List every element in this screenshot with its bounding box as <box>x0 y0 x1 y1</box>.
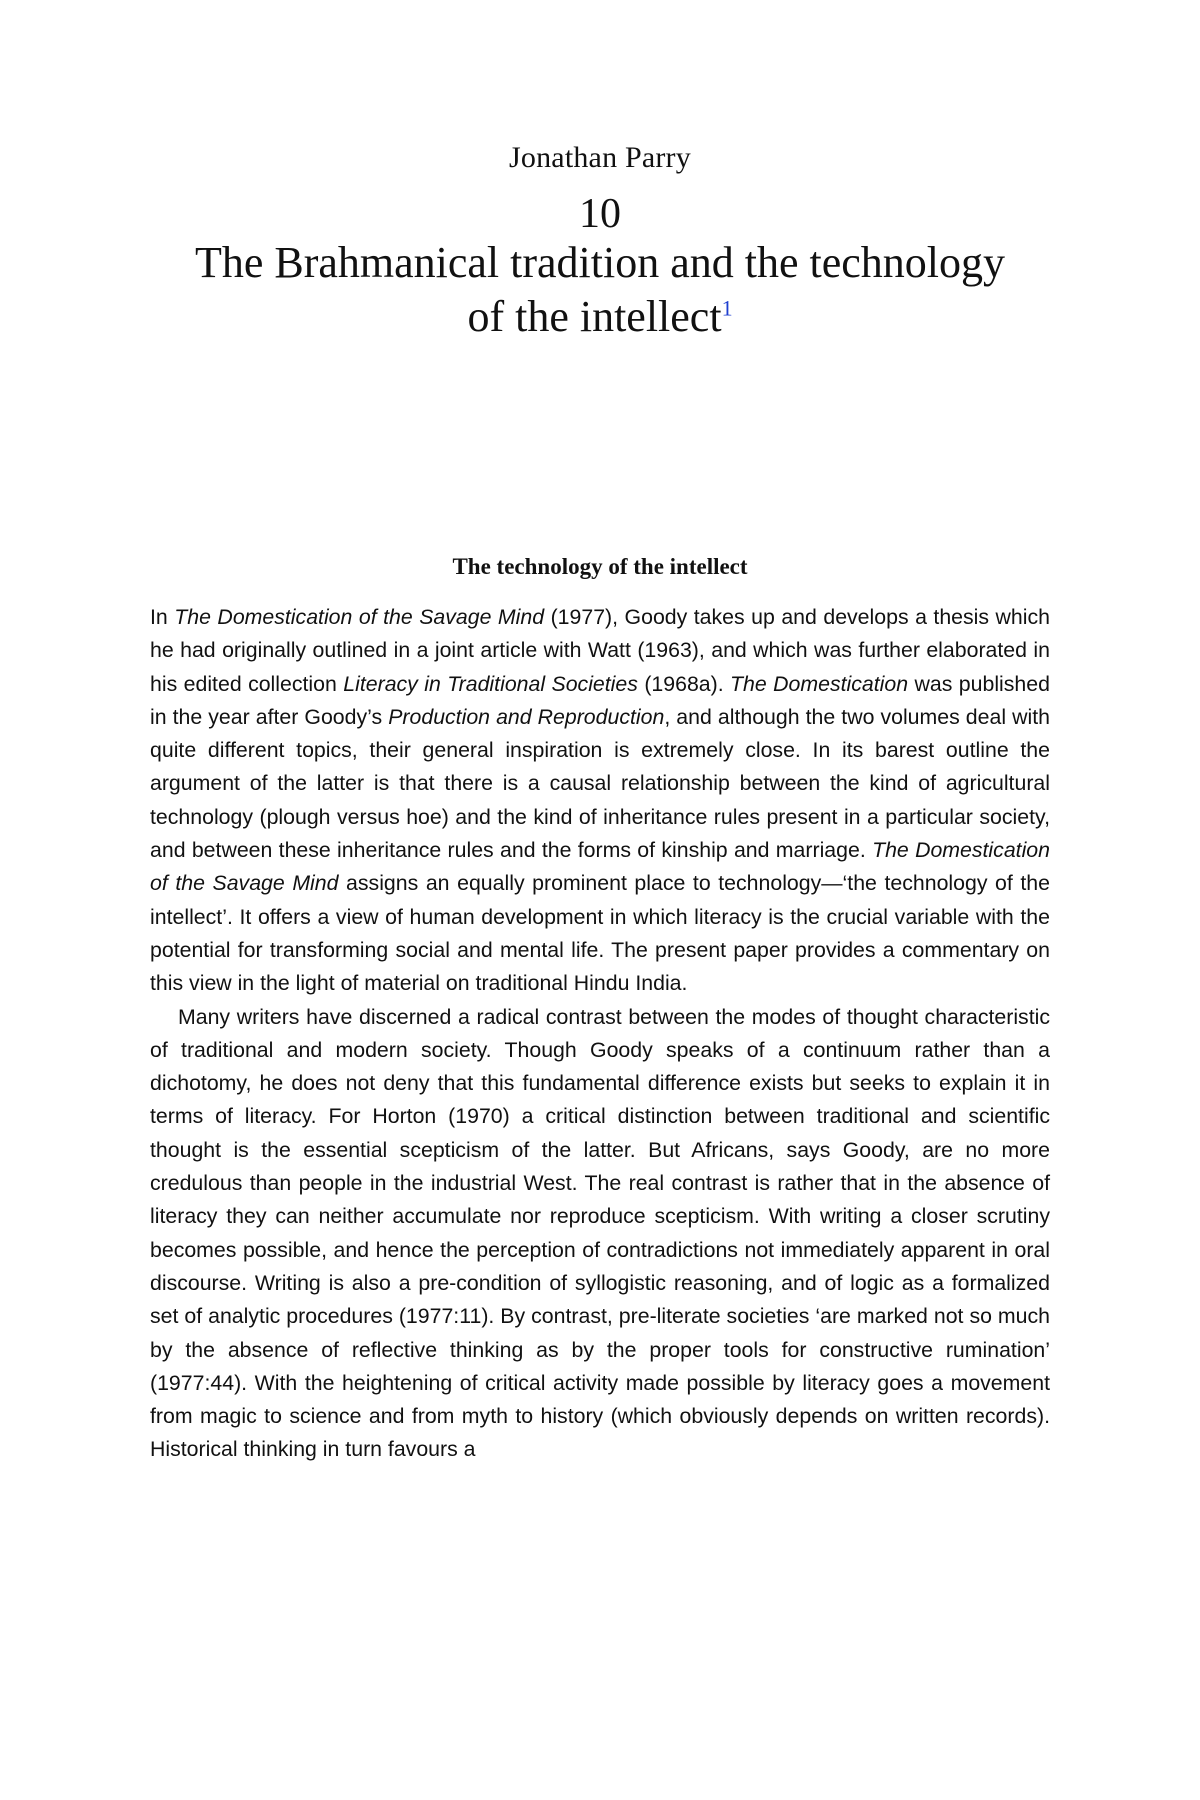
body-text <box>150 601 1050 1467</box>
section-heading: The technology of the intellect <box>452 554 748 579</box>
paragraph-2: Many writers have discerned a radical contrast between the modes of thought characteristic of traditional and modern society. Though Goody speaks of a continuum rather than a dichotomy, he does not deny that this fundamental difference exists but seeks to explain it in terms of literacy. For Horton (1970) a critical distinction between traditional and scientific thought is the essential scepticism of the latter. But Africans, says Goody, are no more credulous than people in the industrial West. The real contrast is rather that in the absence of literacy they can neither accumulate nor reproduce scepticism. With writing a closer scrutiny becomes possible, and hence the perception of contradictions not immediately apparent in oral discourse. Writing is also a pre-condition of syllogistic reasoning, and of logic as a formalized set of analytic procedures (1977:11). By contrast, pre-literate societies ‘are marked not so much by the absence of reflective thinking as by the proper tools for constructive rumination’ (1977:44). With the heightening of critical activity made possible by literacy goes a movement from magic to science and from myth to history (which obviously depends on written records). Historical thinking in turn favours a <box>150 1004 1050 1462</box>
text-run: was published in the year after Goody’s <box>150 671 1050 729</box>
text-run: (1977), Goody takes up and develops a thesis which he had originally outlined in a joint article with Watt (1963), and which was further elaborated in his edited collection <box>150 605 1050 696</box>
chapter-title-line-1: The Brahmanical tradition and the technology <box>194 238 1006 287</box>
footnote-link[interactable]: 1 <box>721 295 733 321</box>
chapter-number: 10 <box>579 191 621 237</box>
text-run: assigns an equally prominent place to technology—‘the technology of the intellect’. It offers a view of human development in which literacy is the crucial variable with the potential for transforming social and mental life. The present paper provides a commentary on this view in the light of material on traditional Hindu India. <box>150 871 1050 996</box>
text-run: (1968a). <box>637 671 731 696</box>
book-title: Literacy in Traditional Societies <box>343 671 638 696</box>
chapter-title <box>100 236 1100 344</box>
chapter-title-line-2: of the intellect <box>467 292 722 341</box>
book-title: Production and Reproduction <box>388 704 665 729</box>
book-title: The Domestication of the Savage Mind <box>150 838 1050 896</box>
paragraph-1 <box>150 601 1050 1001</box>
author-name: Jonathan Parry <box>509 141 691 174</box>
book-title: The Domestication of the Savage Mind <box>174 605 545 629</box>
text-run: , and although the two volumes deal with quite different topics, their general inspiration is extremely close. In its barest outline the argument of the latter is that there is a causal relationship between the kind of agricultural technology (plough versus hoe) and the kind of inheritance rules present in a particular society, and between these inheritance rules and the forms of kinship and marriage. <box>150 704 1050 863</box>
text-run: In <box>150 605 175 629</box>
book-title: The Domestication <box>730 671 909 696</box>
